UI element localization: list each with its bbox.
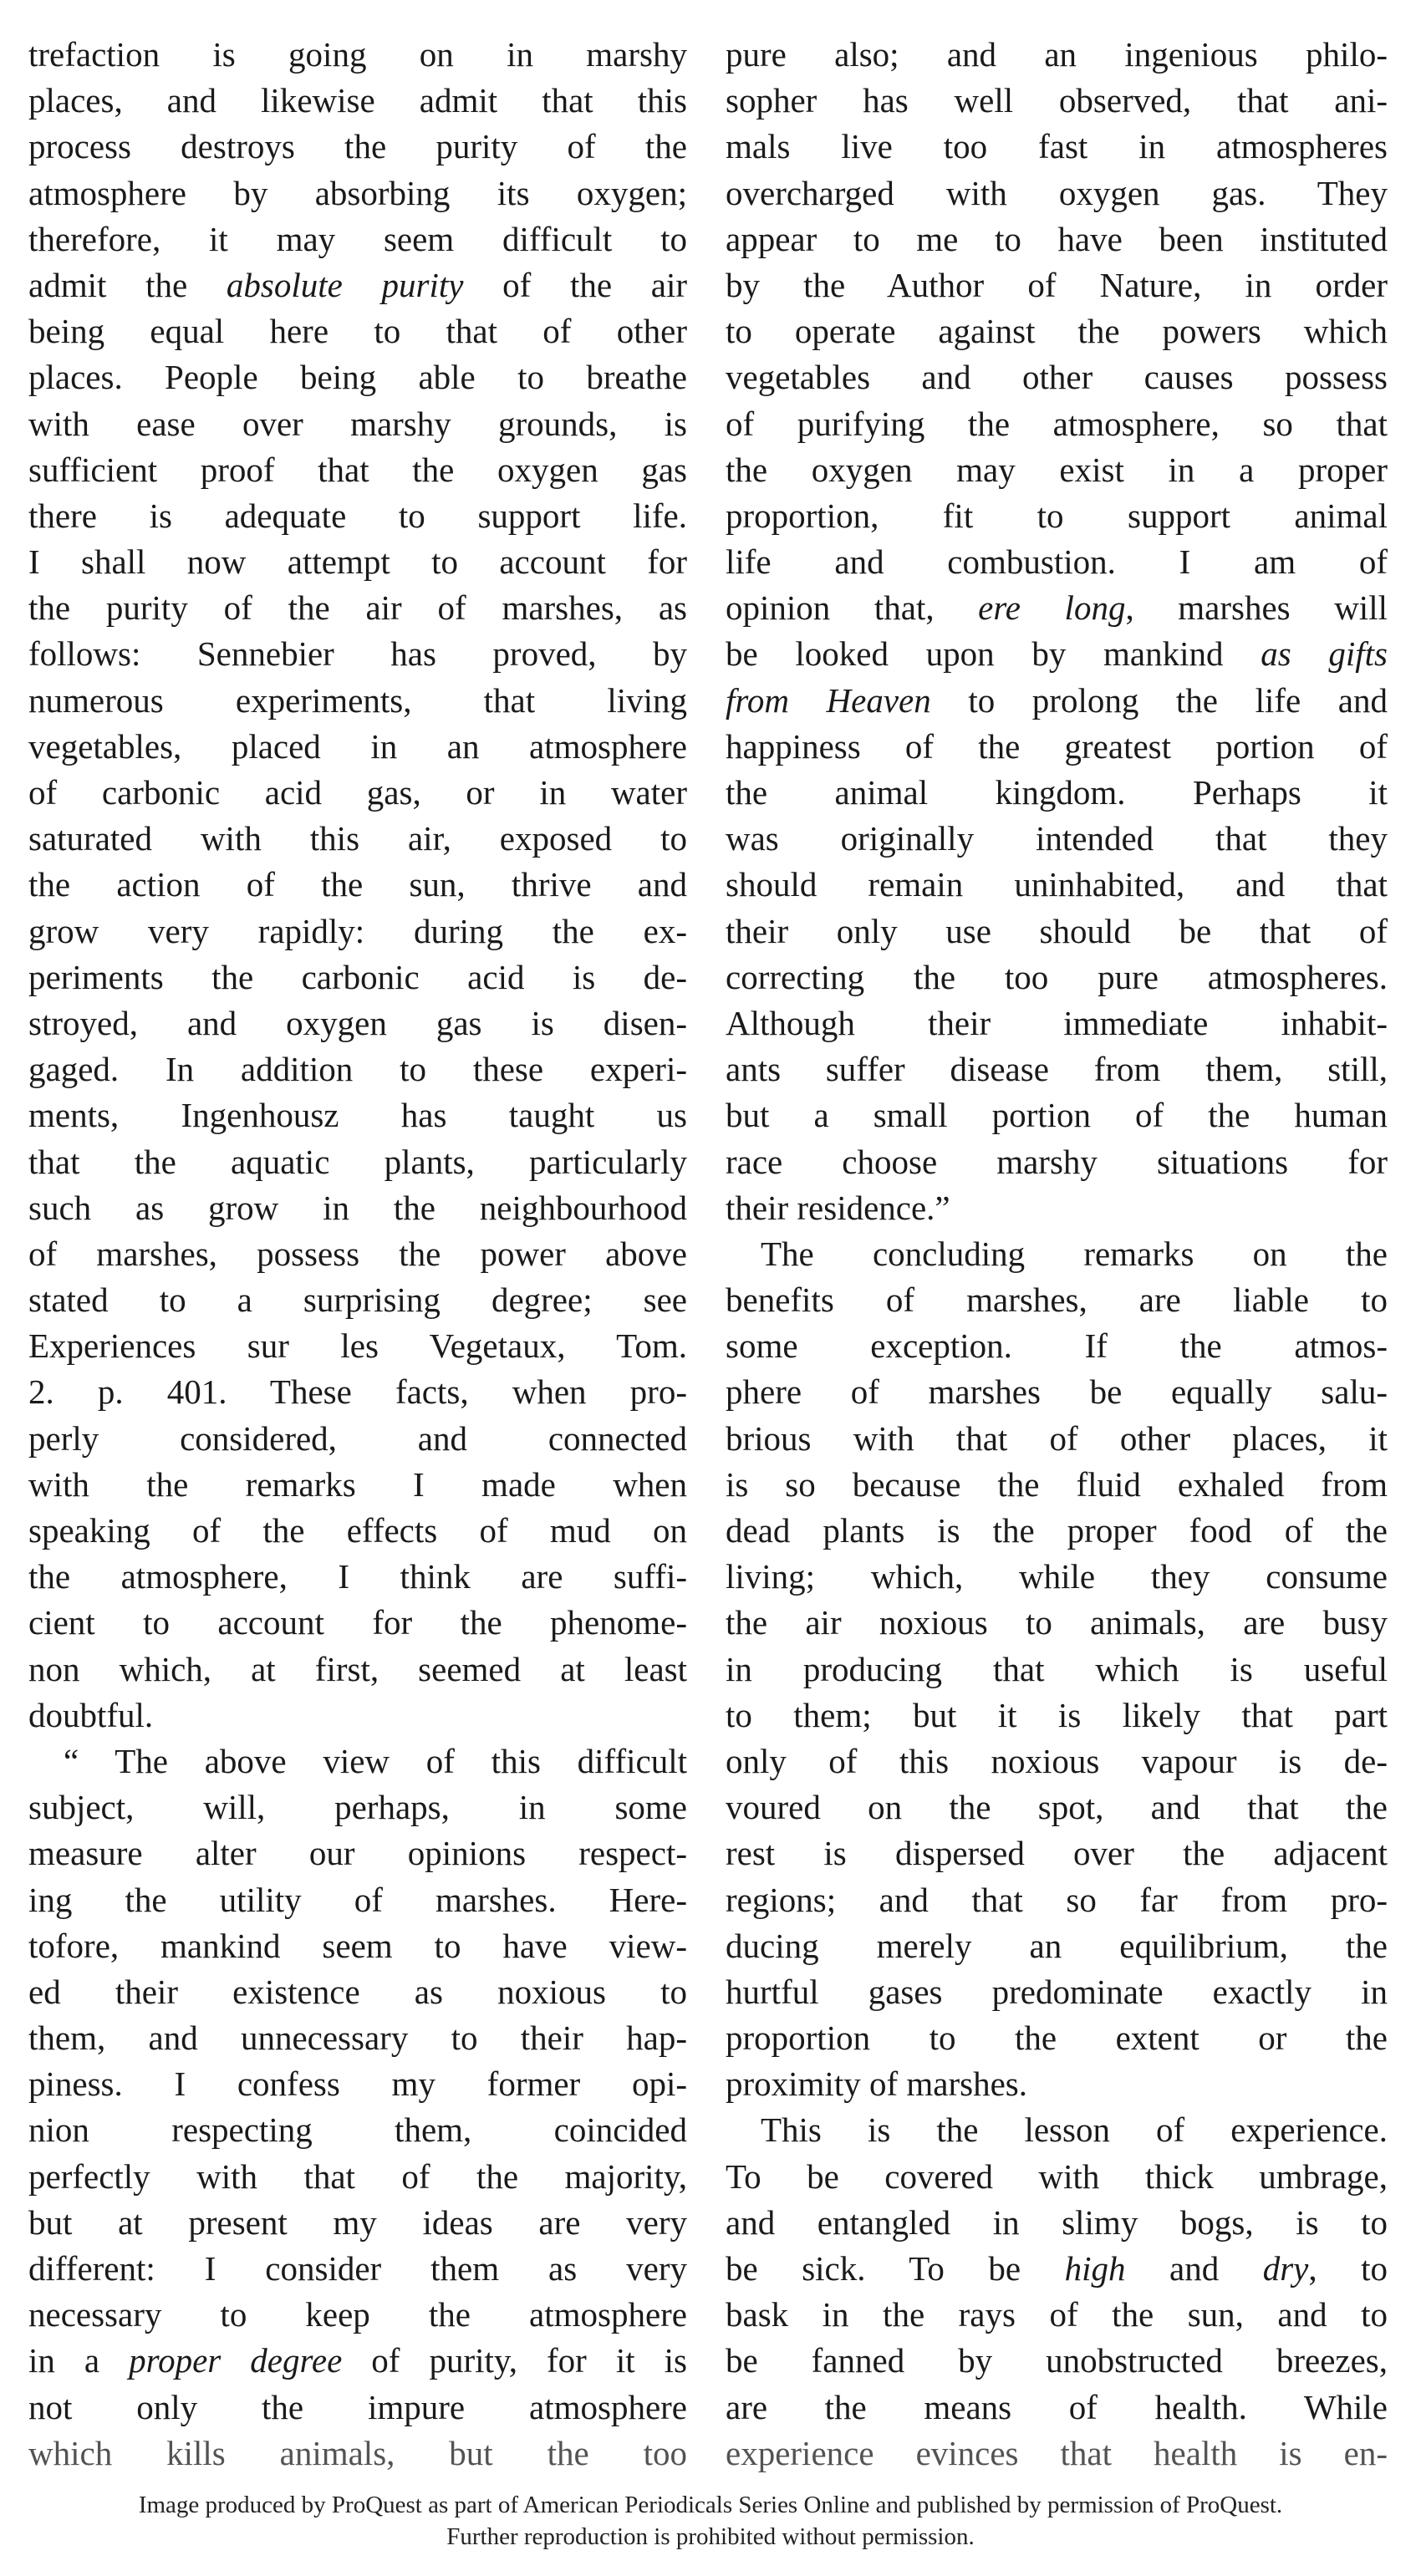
text-line: the purity of the air of marshes, as bbox=[28, 588, 687, 628]
text-line: ments, Ingenhousz has taught us bbox=[28, 1096, 687, 1135]
text-line: stroyed, and oxygen gas is disen- bbox=[28, 1003, 687, 1042]
text-line: but at present my ideas are very bbox=[28, 2202, 687, 2242]
text-run: be sick. To be bbox=[726, 2249, 1065, 2288]
italic-phrase: dry bbox=[1262, 2249, 1309, 2288]
text-line: only of this noxious vapour is de- bbox=[726, 1741, 1388, 1780]
right-text-column bbox=[726, 32, 1388, 2477]
text-line bbox=[726, 2246, 1388, 2292]
text-line: benefits of marshes, are liable to bbox=[726, 1280, 1388, 1320]
italic-phrase: proper degree bbox=[129, 2341, 343, 2380]
text-line: vegetables and other causes possess bbox=[726, 358, 1388, 397]
text-run: admit the bbox=[28, 265, 227, 304]
text-line: in producing that which is useful bbox=[726, 1649, 1388, 1688]
text-line: proportion, fit to support animal bbox=[726, 496, 1388, 535]
text-line: stated to a surprising degree; see bbox=[28, 1280, 687, 1320]
text-line: different: I consider them as very bbox=[28, 2249, 687, 2288]
italic-phrase: absolute purity bbox=[226, 265, 464, 304]
text-run: , to bbox=[1308, 2249, 1388, 2288]
text-line: ed their existence as noxious to bbox=[28, 1972, 687, 2011]
text-line: periments the carbonic acid is de- bbox=[28, 957, 687, 996]
text-line: regions; and that so far from pro- bbox=[726, 1880, 1388, 1919]
text-run: opinion that, bbox=[726, 588, 979, 628]
text-line: subject, will, perhaps, in some bbox=[28, 1788, 687, 1827]
footer-line-1: Image produced by ProQuest as part of American Periodicals Series Online and published by permission of ProQuest. bbox=[138, 2492, 1283, 2518]
text-line: overcharged with oxygen gas. They bbox=[726, 173, 1388, 212]
text-line: happiness of the greatest portion of bbox=[726, 726, 1388, 766]
text-line: and entangled in slimy bogs, is to bbox=[726, 2202, 1388, 2242]
text-line bbox=[28, 2338, 687, 2384]
text-line: necessary to keep the atmosphere bbox=[28, 2295, 687, 2334]
text-line: should remain uninhabited, and that bbox=[726, 865, 1388, 904]
text-line: their residence.” bbox=[726, 1188, 950, 1227]
text-line: sopher has well observed, that ani- bbox=[726, 81, 1388, 120]
text-line: ducing merely an equilibrium, the bbox=[726, 1926, 1388, 1965]
text-line: is so because the fluid exhaled from bbox=[726, 1464, 1388, 1504]
text-line bbox=[726, 585, 1388, 631]
text-line: that the aquatic plants, particularly bbox=[28, 1142, 687, 1181]
text-line: are the means of health. While bbox=[726, 2387, 1388, 2426]
text-line: gaged. In addition to these experi- bbox=[28, 1050, 687, 1089]
text-line: mals live too fast in atmospheres bbox=[726, 127, 1388, 166]
text-line: which kills animals, but the too bbox=[28, 2433, 687, 2472]
text-line: proportion to the extent or the bbox=[726, 2019, 1388, 2058]
text-line: process destroys the purity of the bbox=[28, 127, 687, 166]
text-line: saturated with this air, exposed to bbox=[28, 819, 687, 858]
text-line: vegetables, placed in an atmosphere bbox=[28, 726, 687, 766]
text-line: of carbonic acid gas, or in water bbox=[28, 773, 687, 812]
text-line: The concluding remarks on the bbox=[761, 1234, 1388, 1273]
text-line: such as grow in the neighbourhood bbox=[28, 1188, 687, 1227]
text-line: but a small portion of the human bbox=[726, 1096, 1388, 1135]
text-line: To be covered with thick umbrage, bbox=[726, 2156, 1388, 2196]
text-line: of marshes, possess the power above bbox=[28, 1234, 687, 1273]
text-run: , marshes will bbox=[1125, 588, 1388, 628]
text-line: perfectly with that of the majority, bbox=[28, 2156, 687, 2196]
text-line: places. People being able to breathe bbox=[28, 358, 687, 397]
text-run: be looked upon by mankind bbox=[726, 634, 1261, 674]
text-line: follows: Sennebier has proved, by bbox=[28, 634, 687, 674]
italic-phrase: ere long bbox=[978, 588, 1126, 628]
text-line: Experiences sur les Vegetaux, Tom. bbox=[28, 1326, 687, 1366]
text-line: grow very rapidly: during the ex- bbox=[28, 911, 687, 950]
text-line: their only use should be that of bbox=[726, 911, 1388, 950]
text-line: atmosphere by absorbing its oxygen; bbox=[28, 173, 687, 212]
text-run: to prolong the life and bbox=[930, 680, 1388, 720]
text-line: voured on the spot, and that the bbox=[726, 1788, 1388, 1827]
text-line: speaking of the effects of mud on bbox=[28, 1511, 687, 1550]
italic-phrase: as gifts bbox=[1261, 634, 1388, 674]
text-line: of purifying the atmosphere, so that bbox=[726, 404, 1388, 443]
text-line: proximity of marshes. bbox=[726, 2064, 1027, 2104]
text-line: nion respecting them, coincided bbox=[28, 2110, 687, 2150]
text-run: of purity, for it is bbox=[342, 2341, 687, 2380]
text-line: to them; but it is likely that part bbox=[726, 1695, 1388, 1734]
left-text-column bbox=[28, 32, 687, 2477]
italic-phrase: high bbox=[1064, 2249, 1126, 2288]
text-line: to operate against the powers which bbox=[726, 312, 1388, 351]
text-line: doubtful. bbox=[28, 1695, 154, 1734]
text-line: piness. I confess my former opi- bbox=[28, 2064, 687, 2104]
text-line: ants suffer disease from them, still, bbox=[726, 1050, 1388, 1089]
text-line: cient to account for the phenome- bbox=[28, 1603, 687, 1642]
text-line: the animal kingdom. Perhaps it bbox=[726, 773, 1388, 812]
text-line: dead plants is the proper food of the bbox=[726, 1511, 1388, 1550]
text-line: by the Author of Nature, in order bbox=[726, 265, 1388, 304]
text-line: was originally intended that they bbox=[726, 819, 1388, 858]
text-run: of the air bbox=[463, 265, 687, 304]
text-line: trefaction is going on in marshy bbox=[28, 35, 687, 74]
text-line: 2. p. 401. These facts, when pro- bbox=[28, 1372, 687, 1412]
text-line: life and combustion. I am of bbox=[726, 542, 1388, 582]
text-line: living; which, while they consume bbox=[726, 1557, 1388, 1596]
text-line: the air noxious to animals, are busy bbox=[726, 1603, 1388, 1642]
text-line: I shall now attempt to account for bbox=[28, 542, 687, 582]
text-line: sufficient proof that the oxygen gas bbox=[28, 450, 687, 489]
proquest-footer bbox=[0, 2489, 1421, 2553]
text-line: appear to me to have been instituted bbox=[726, 219, 1388, 258]
text-line bbox=[28, 262, 687, 308]
text-line: numerous experiments, that living bbox=[28, 680, 687, 720]
text-line: This is the lesson of experience. bbox=[761, 2110, 1388, 2150]
text-line: not only the impure atmosphere bbox=[28, 2387, 687, 2426]
text-run: and bbox=[1125, 2249, 1263, 2288]
text-line: some exception. If the atmos- bbox=[726, 1326, 1388, 1366]
text-line: measure alter our opinions respect- bbox=[28, 1834, 687, 1873]
text-line: rest is dispersed over the adjacent bbox=[726, 1834, 1388, 1873]
text-line: ing the utility of marshes. Here- bbox=[28, 1880, 687, 1919]
text-line: brious with that of other places, it bbox=[726, 1418, 1388, 1458]
text-line: phere of marshes be equally salu- bbox=[726, 1372, 1388, 1412]
text-line: non which, at first, seemed at least bbox=[28, 1649, 687, 1688]
text-line: “ The above view of this difficult bbox=[64, 1741, 687, 1780]
text-line: hurtful gases predominate exactly in bbox=[726, 1972, 1388, 2011]
text-line: there is adequate to support life. bbox=[28, 496, 687, 535]
text-line: being equal here to that of other bbox=[28, 312, 687, 351]
text-line: with the remarks I made when bbox=[28, 1464, 687, 1504]
text-line: perly considered, and connected bbox=[28, 1418, 687, 1458]
text-line bbox=[726, 678, 1388, 724]
italic-phrase: from Heaven bbox=[726, 680, 931, 720]
text-line: correcting the too pure atmospheres. bbox=[726, 957, 1388, 996]
text-line: the oxygen may exist in a proper bbox=[726, 450, 1388, 489]
text-line: therefore, it may seem difficult to bbox=[28, 219, 687, 258]
text-line: race choose marshy situations for bbox=[726, 1142, 1388, 1181]
text-line: be fanned by unobstructed breezes, bbox=[726, 2341, 1388, 2380]
text-line: bask in the rays of the sun, and to bbox=[726, 2295, 1388, 2334]
text-line bbox=[726, 631, 1388, 677]
text-line: the atmosphere, I think are suffi- bbox=[28, 1557, 687, 1596]
text-line: them, and unnecessary to their hap- bbox=[28, 2019, 687, 2058]
text-line: places, and likewise admit that this bbox=[28, 81, 687, 120]
text-line: pure also; and an ingenious philo- bbox=[726, 35, 1388, 74]
text-line: the action of the sun, thrive and bbox=[28, 865, 687, 904]
text-line: tofore, mankind seem to have view- bbox=[28, 1926, 687, 1965]
text-line: with ease over marshy grounds, is bbox=[28, 404, 687, 443]
footer-line-2: Further reproduction is prohibited without permission. bbox=[446, 2523, 975, 2550]
text-line: Although their immediate inhabit- bbox=[726, 1003, 1388, 1042]
text-line: experience evinces that health is en- bbox=[726, 2433, 1388, 2472]
text-run: in a bbox=[28, 2341, 130, 2380]
